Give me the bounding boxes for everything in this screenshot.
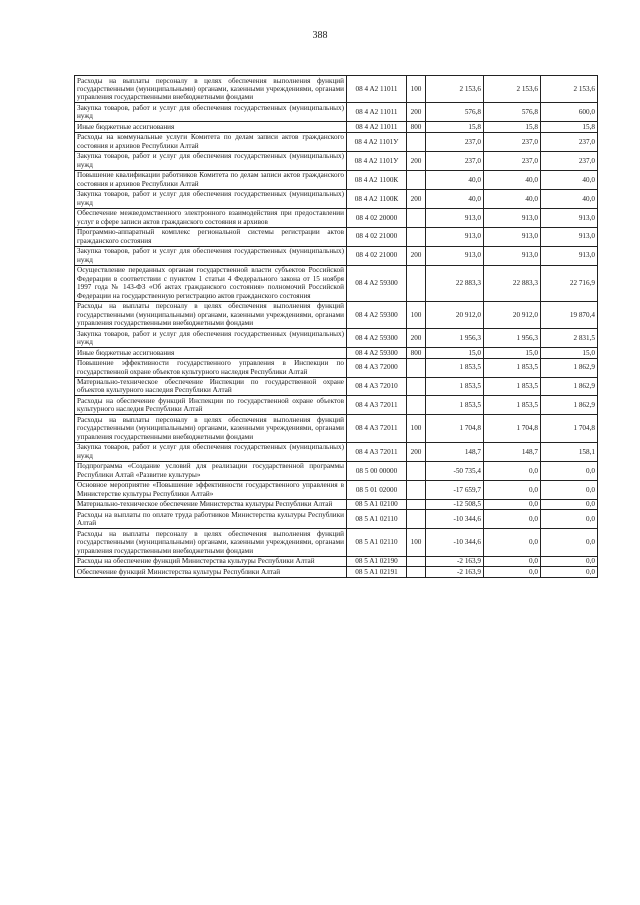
amount-year3-cell: 19 870,4 [541, 301, 598, 328]
amount-year1-cell: 576,8 [426, 103, 484, 122]
amount-year1-cell: 913,0 [426, 208, 484, 227]
amount-year3-cell: 237,0 [541, 132, 598, 151]
amount-year1-cell: 1 956,3 [426, 329, 484, 348]
amount-year3-cell: 158,1 [541, 442, 598, 461]
table-row [75, 480, 598, 499]
budget-code-cell: 08 4 02 21000 [347, 246, 407, 265]
amount-year1-cell: 1 853,5 [426, 377, 484, 396]
expense-name-cell: Основное мероприятие «Повышение эффективности государственного управления в Министерстве культуры Республики Алтай» [75, 480, 347, 499]
table-row [75, 377, 598, 396]
expense-type-cell [407, 556, 426, 566]
table-row [75, 442, 598, 461]
expense-type-cell: 200 [407, 151, 426, 170]
budget-table-body [75, 76, 598, 578]
budget-code-cell: 08 4 A2 11011 [347, 103, 407, 122]
amount-year3-cell: 40,0 [541, 189, 598, 208]
amount-year3-cell: 2 153,6 [541, 76, 598, 103]
amount-year1-cell: 40,0 [426, 189, 484, 208]
amount-year3-cell: 0,0 [541, 567, 598, 577]
amount-year3-cell: 913,0 [541, 208, 598, 227]
expense-name-cell: Расходы на выплаты персоналу в целях обеспечения выполнения функций государственными (муниципальными) органами, казенными учреждениями, органами управления государственными внебюджетными фондами [75, 415, 347, 442]
amount-year2-cell: 0,0 [484, 510, 541, 529]
amount-year1-cell: 15,0 [426, 348, 484, 358]
expense-name-cell: Расходы на выплаты по оплате труда работников Министерства культуры Республики Алтай [75, 510, 347, 529]
expense-type-cell [407, 499, 426, 509]
budget-code-cell: 08 4 A3 72000 [347, 358, 407, 377]
amount-year3-cell: 2 831,5 [541, 329, 598, 348]
expense-name-cell: Закупка товаров, работ и услуг для обеспечения государственных (муниципальных) нужд [75, 189, 347, 208]
amount-year3-cell: 1 862,9 [541, 377, 598, 396]
budget-code-cell: 08 4 A2 11011 [347, 122, 407, 132]
budget-code-cell: 08 4 A3 72010 [347, 377, 407, 396]
amount-year3-cell: 0,0 [541, 461, 598, 480]
budget-code-cell: 08 4 A2 1100К [347, 170, 407, 189]
amount-year3-cell: 0,0 [541, 556, 598, 566]
amount-year2-cell: 237,0 [484, 151, 541, 170]
amount-year2-cell: 576,8 [484, 103, 541, 122]
expense-type-cell [407, 132, 426, 151]
amount-year3-cell: 600,0 [541, 103, 598, 122]
amount-year2-cell: 40,0 [484, 170, 541, 189]
budget-code-cell: 08 5 A1 02190 [347, 556, 407, 566]
amount-year3-cell: 1 704,8 [541, 415, 598, 442]
amount-year3-cell: 1 862,9 [541, 396, 598, 415]
table-row [75, 170, 598, 189]
table-row [75, 396, 598, 415]
expense-name-cell: Иные бюджетные ассигнования [75, 122, 347, 132]
expense-type-cell: 800 [407, 122, 426, 132]
expense-type-cell [407, 358, 426, 377]
budget-code-cell: 08 5 A1 02110 [347, 510, 407, 529]
expense-type-cell: 100 [407, 415, 426, 442]
amount-year2-cell: 40,0 [484, 189, 541, 208]
amount-year1-cell: -12 508,5 [426, 499, 484, 509]
expense-type-cell: 100 [407, 529, 426, 556]
amount-year1-cell: 2 153,6 [426, 76, 484, 103]
table-row [75, 208, 598, 227]
expense-type-cell [407, 480, 426, 499]
budget-code-cell: 08 5 00 00000 [347, 461, 407, 480]
amount-year2-cell: 0,0 [484, 556, 541, 566]
amount-year1-cell: 22 883,3 [426, 265, 484, 301]
table-row [75, 76, 598, 103]
table-row [75, 348, 598, 358]
amount-year2-cell: 913,0 [484, 227, 541, 246]
table-row [75, 122, 598, 132]
expense-name-cell: Осуществление переданных органам государственной власти субъектов Российской Федерации в соответствии с пунктом 1 статьи 4 Федерального закона от 15 ноября 1997 года № 143-ФЗ «Об актах гражданского состояния» полномочий Российской Федерации на государственную регистрацию актов гражданского состояния [75, 265, 347, 301]
budget-code-cell: 08 4 A2 59300 [347, 348, 407, 358]
table-row [75, 529, 598, 556]
amount-year2-cell: 0,0 [484, 567, 541, 577]
expense-name-cell: Повышение эффективности государственного управления в Инспекции по государственной охране объектов культурного наследия Республики Алтай [75, 358, 347, 377]
amount-year3-cell: 1 862,9 [541, 358, 598, 377]
expense-type-cell [407, 265, 426, 301]
expense-type-cell [407, 567, 426, 577]
page-number: 388 [312, 30, 328, 41]
amount-year1-cell: 1 853,5 [426, 358, 484, 377]
table-row [75, 301, 598, 328]
amount-year1-cell: 913,0 [426, 227, 484, 246]
budget-table [74, 75, 598, 578]
table-row [75, 415, 598, 442]
amount-year1-cell: -10 344,6 [426, 510, 484, 529]
amount-year3-cell: 0,0 [541, 510, 598, 529]
expense-name-cell: Закупка товаров, работ и услуг для обеспечения государственных (муниципальных) нужд [75, 246, 347, 265]
budget-code-cell: 08 4 A3 72011 [347, 442, 407, 461]
amount-year2-cell: 237,0 [484, 132, 541, 151]
expense-type-cell: 100 [407, 76, 426, 103]
expense-name-cell: Расходы на обеспечение функций Инспекции по государственной охране объектов культурного наследия Республики Алтай [75, 396, 347, 415]
amount-year2-cell: 15,8 [484, 122, 541, 132]
expense-type-cell [407, 510, 426, 529]
table-row [75, 510, 598, 529]
table-row [75, 227, 598, 246]
amount-year2-cell: 1 956,3 [484, 329, 541, 348]
table-row [75, 461, 598, 480]
budget-code-cell: 08 5 A1 02191 [347, 567, 407, 577]
expense-name-cell: Программно-аппаратный комплекс региональной системы регистрации актов гражданского состояния [75, 227, 347, 246]
amount-year1-cell: 1 704,8 [426, 415, 484, 442]
expense-name-cell: Повышение квалификации работников Комитета по делам записи актов гражданского состояния и архивов Республики Алтай [75, 170, 347, 189]
expense-type-cell: 100 [407, 301, 426, 328]
amount-year1-cell: -2 163,9 [426, 556, 484, 566]
amount-year1-cell: 40,0 [426, 170, 484, 189]
expense-name-cell: Закупка товаров, работ и услуг для обеспечения государственных (муниципальных) нужд [75, 103, 347, 122]
amount-year1-cell: -50 735,4 [426, 461, 484, 480]
amount-year3-cell: 15,8 [541, 122, 598, 132]
expense-type-cell [407, 396, 426, 415]
expense-type-cell: 200 [407, 329, 426, 348]
amount-year1-cell: -10 344,6 [426, 529, 484, 556]
budget-code-cell: 08 4 A2 1101У [347, 151, 407, 170]
expense-type-cell: 200 [407, 442, 426, 461]
expense-type-cell: 800 [407, 348, 426, 358]
amount-year3-cell: 913,0 [541, 246, 598, 265]
expense-name-cell: Расходы на обеспечение функций Министерства культуры Республики Алтай [75, 556, 347, 566]
amount-year2-cell: 0,0 [484, 499, 541, 509]
amount-year2-cell: 22 883,3 [484, 265, 541, 301]
expense-name-cell: Материально-техническое обеспечение Министерства культуры Республики Алтай [75, 499, 347, 509]
budget-code-cell: 08 4 02 20000 [347, 208, 407, 227]
expense-name-cell: Расходы на выплаты персоналу в целях обеспечения выполнения функций государственными (муниципальными) органами, казенными учреждениями, органами управления государственными внебюджетными фондами [75, 76, 347, 103]
amount-year1-cell: 1 853,5 [426, 396, 484, 415]
expense-name-cell: Закупка товаров, работ и услуг для обеспечения государственных (муниципальных) нужд [75, 151, 347, 170]
expense-type-cell: 200 [407, 103, 426, 122]
table-row [75, 103, 598, 122]
expense-name-cell: Расходы на выплаты персоналу в целях обеспечения выполнения функций государственными (муниципальными) органами, казенными учреждениями, органами управления государственными внебюджетными фондами [75, 301, 347, 328]
expense-name-cell: Расходы на коммунальные услуги Комитета по делам записи актов гражданского состояния и архивов Республики Алтай [75, 132, 347, 151]
budget-code-cell: 08 4 A2 59300 [347, 329, 407, 348]
amount-year3-cell: 913,0 [541, 227, 598, 246]
budget-code-cell: 08 4 A2 59300 [347, 301, 407, 328]
budget-code-cell: 08 4 A2 1100К [347, 189, 407, 208]
amount-year3-cell: 237,0 [541, 151, 598, 170]
amount-year2-cell: 1 853,5 [484, 377, 541, 396]
amount-year1-cell: 148,7 [426, 442, 484, 461]
amount-year2-cell: 1 704,8 [484, 415, 541, 442]
expense-type-cell [407, 227, 426, 246]
amount-year2-cell: 15,0 [484, 348, 541, 358]
table-row [75, 329, 598, 348]
budget-code-cell: 08 4 02 21000 [347, 227, 407, 246]
amount-year2-cell: 0,0 [484, 480, 541, 499]
expense-name-cell: Иные бюджетные ассигнования [75, 348, 347, 358]
amount-year2-cell: 0,0 [484, 529, 541, 556]
expense-name-cell: Обеспечение функций Министерства культуры Республики Алтай [75, 567, 347, 577]
budget-code-cell: 08 4 A3 72011 [347, 415, 407, 442]
amount-year1-cell: 20 912,0 [426, 301, 484, 328]
amount-year2-cell: 148,7 [484, 442, 541, 461]
expense-type-cell [407, 170, 426, 189]
budget-code-cell: 08 4 A2 11011 [347, 76, 407, 103]
expense-name-cell: Материально-техническое обеспечение Инспекции по государственной охране объектов культурного наследия Республики Алтай [75, 377, 347, 396]
amount-year1-cell: 237,0 [426, 151, 484, 170]
amount-year2-cell: 20 912,0 [484, 301, 541, 328]
expense-type-cell: 200 [407, 189, 426, 208]
amount-year2-cell: 1 853,5 [484, 396, 541, 415]
table-row [75, 132, 598, 151]
expense-type-cell [407, 208, 426, 227]
amount-year1-cell: 237,0 [426, 132, 484, 151]
amount-year3-cell: 0,0 [541, 499, 598, 509]
amount-year1-cell: -17 659,7 [426, 480, 484, 499]
table-row [75, 358, 598, 377]
amount-year1-cell: -2 163,9 [426, 567, 484, 577]
budget-code-cell: 08 5 A1 02100 [347, 499, 407, 509]
expense-name-cell: Закупка товаров, работ и услуг для обеспечения государственных (муниципальных) нужд [75, 442, 347, 461]
amount-year2-cell: 913,0 [484, 246, 541, 265]
table-row [75, 246, 598, 265]
budget-code-cell: 08 4 A2 59300 [347, 265, 407, 301]
expense-type-cell [407, 461, 426, 480]
amount-year3-cell: 0,0 [541, 529, 598, 556]
budget-code-cell: 08 5 01 02000 [347, 480, 407, 499]
expense-type-cell [407, 377, 426, 396]
amount-year3-cell: 15,0 [541, 348, 598, 358]
amount-year3-cell: 0,0 [541, 480, 598, 499]
amount-year3-cell: 40,0 [541, 170, 598, 189]
amount-year2-cell: 0,0 [484, 461, 541, 480]
amount-year2-cell: 913,0 [484, 208, 541, 227]
table-row [75, 567, 598, 577]
expense-name-cell: Подпрограмма «Создание условий для реализации государственной программы Республики Алтай «Развитие культуры» [75, 461, 347, 480]
expense-name-cell: Расходы на выплаты персоналу в целях обеспечения выполнения функций государственными (муниципальными) органами, казенными учреждениями, органами управления государственными внебюджетными фондами [75, 529, 347, 556]
table-row [75, 265, 598, 301]
budget-code-cell: 08 4 A3 72011 [347, 396, 407, 415]
expense-type-cell: 200 [407, 246, 426, 265]
table-row [75, 151, 598, 170]
budget-code-cell: 08 5 A1 02110 [347, 529, 407, 556]
table-row [75, 189, 598, 208]
amount-year1-cell: 913,0 [426, 246, 484, 265]
expense-name-cell: Обеспечение межведомственного электронного взаимодействия при предоставлении услуг в сфере записи актов гражданского состояния и архивов [75, 208, 347, 227]
amount-year2-cell: 2 153,6 [484, 76, 541, 103]
expense-name-cell: Закупка товаров, работ и услуг для обеспечения государственных (муниципальных) нужд [75, 329, 347, 348]
amount-year1-cell: 15,8 [426, 122, 484, 132]
budget-code-cell: 08 4 A2 1101У [347, 132, 407, 151]
amount-year3-cell: 22 716,9 [541, 265, 598, 301]
table-row [75, 499, 598, 509]
table-row [75, 556, 598, 566]
amount-year2-cell: 1 853,5 [484, 358, 541, 377]
